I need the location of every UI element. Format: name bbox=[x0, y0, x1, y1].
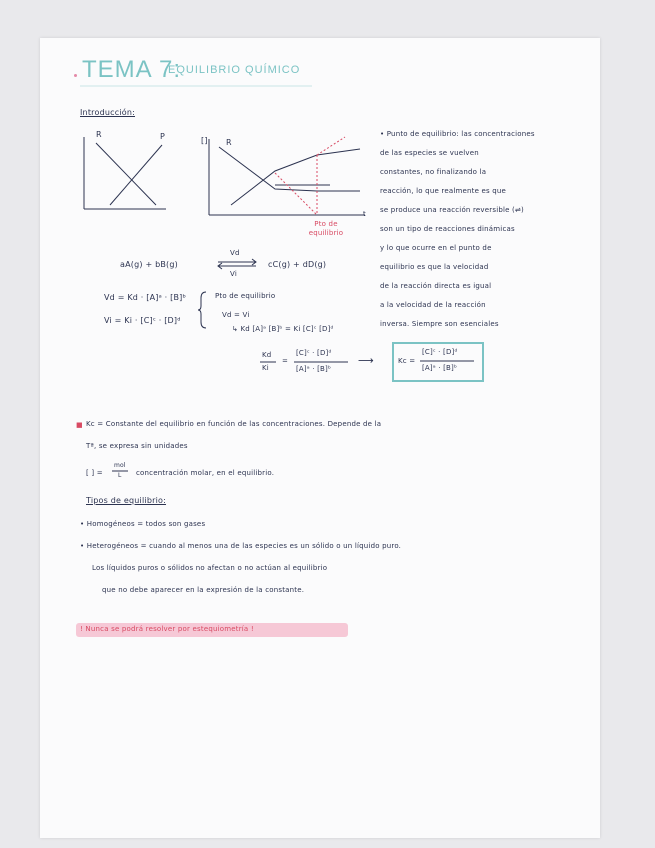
page-subtitle: EQUILIBRIO QUÍMICO bbox=[168, 64, 301, 76]
equilibrium-point-text: Pto de equilibrio bbox=[215, 292, 276, 300]
graph-equilibrium bbox=[205, 133, 375, 233]
notebook-page bbox=[40, 38, 600, 838]
ratio-equals: = bbox=[282, 357, 289, 365]
intro-heading: Introducción: bbox=[80, 108, 136, 117]
graph1-label-p: P bbox=[160, 132, 166, 141]
ratio-fraction-line bbox=[294, 361, 354, 363]
page-title: TEMA 7: bbox=[82, 56, 182, 83]
note-line: • Punto de equilibrio: las concentraciones bbox=[380, 130, 535, 138]
concentration-num: mol bbox=[114, 462, 126, 469]
reaction-vi: Vi bbox=[230, 270, 237, 278]
note-line: a la velocidad de la reacción bbox=[380, 301, 486, 309]
kc-label: Kc = bbox=[398, 357, 416, 365]
warning-text: ! Nunca se podrá resolver por estequiometría ! bbox=[80, 625, 254, 633]
reversible-arrow-icon bbox=[216, 259, 260, 269]
ratio-numerator: [C]ᶜ · [D]ᵈ bbox=[296, 349, 332, 357]
rate-expanded: ↳ Kd [A]ᵃ [B]ᵇ = Ki [C]ᶜ [D]ᵈ bbox=[232, 325, 334, 333]
equilibrium-point-label: Pto de equilibrio bbox=[308, 220, 344, 237]
graph2-label-c: [] bbox=[201, 136, 208, 145]
ratio-kd: Kd bbox=[262, 351, 272, 359]
note-line: son un tipo de reacciones dinámicas bbox=[380, 225, 515, 233]
note-line: de la reacción directa es igual bbox=[380, 282, 492, 290]
note-line: se produce una reacción reversible (⇌) bbox=[380, 206, 524, 214]
graph2-label-r: R bbox=[226, 138, 232, 147]
kc-denominator: [A]ᵃ · [B]ᵇ bbox=[422, 364, 458, 372]
graph2-label-t: t bbox=[363, 210, 366, 218]
equilibrium-notes bbox=[380, 130, 535, 339]
ratio-line bbox=[260, 361, 280, 363]
graph1-label-r: R bbox=[96, 130, 102, 139]
graph-reactants-products bbox=[80, 133, 170, 213]
note-line: y lo que ocurre en el punto de bbox=[380, 244, 492, 252]
brace-icon bbox=[198, 290, 208, 330]
reaction-vd: Vd bbox=[230, 249, 240, 257]
concentration-den: L bbox=[118, 472, 122, 479]
note-line: de las especies se vuelven bbox=[380, 149, 479, 157]
reaction-right: cC(g) + dD(g) bbox=[268, 260, 327, 269]
reaction-left: aA(g) + bB(g) bbox=[120, 260, 178, 269]
ratio-denominator: [A]ᵃ · [B]ᵇ bbox=[296, 365, 332, 373]
concentration-lhs: [ ] = bbox=[86, 469, 103, 477]
rate-inverse: Vi = Ki · [C]ᶜ · [D]ᵈ bbox=[104, 316, 181, 325]
note-line: constantes, no finalizando la bbox=[380, 168, 487, 176]
type-homogeneous: • Homogéneos = todos son gases bbox=[80, 520, 206, 528]
ratio-arrow: ⟶ bbox=[358, 354, 374, 367]
ratio-ki: Ki bbox=[262, 364, 269, 372]
types-heading: Tipos de equilibrio: bbox=[86, 496, 167, 505]
type-heterogeneous: • Heterogéneos = cuando al menos una de las especies es un sólido o un líquido puro. bbox=[80, 542, 402, 550]
note-line: equilibrio es que la velocidad bbox=[380, 263, 489, 271]
kc-fraction-line bbox=[420, 360, 480, 362]
concentration-text: concentración molar, en el equilibrio. bbox=[136, 469, 275, 477]
kc-note-line: Kc = Constante del equilibrio en función de las concentraciones. Depende de la bbox=[86, 420, 382, 428]
note-line: reacción, lo que realmente es que bbox=[380, 187, 507, 195]
rate-direct: Vd = Kd · [A]ᵃ · [B]ᵇ bbox=[104, 293, 187, 302]
kc-numerator: [C]ᶜ · [D]ᵈ bbox=[422, 348, 458, 356]
note-line: inversa. Siempre son esenciales bbox=[380, 320, 499, 328]
rate-equality: Vd = Vi bbox=[222, 311, 250, 319]
title-underline bbox=[80, 84, 320, 88]
type-note: Los líquidos puros o sólidos no afectan o no actúan al equilibrio bbox=[92, 564, 328, 572]
kc-note-bullet: ■ bbox=[76, 421, 83, 429]
type-note: que no debe aparecer en la expresión de la constante. bbox=[102, 586, 305, 594]
title-bullet bbox=[74, 74, 77, 77]
kc-note-line: Tª, se expresa sin unidades bbox=[86, 442, 188, 450]
